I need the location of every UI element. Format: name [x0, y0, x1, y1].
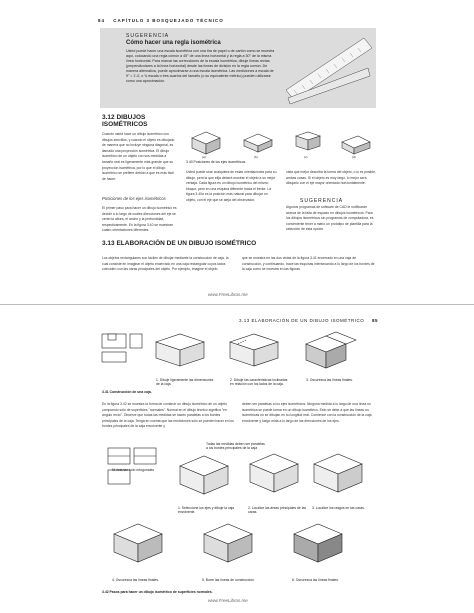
fig-label-b: (b) — [254, 155, 258, 159]
section-title: DIBUJOS ISOMÉTRICOS — [102, 114, 148, 128]
body-text-col3: vista que mejor describa la forma del objeto, o si es posible, ambas cosas. Si el objeto es muy largo, lo mejor será dibujarlo con el eje mayor orientado horizontalmente. — [286, 170, 376, 186]
body-text-col2: Usted puede usar cualquiera de estas orientaciones para su dibujo, pero la que elija deberá mostrar el objeto a su mejor ventaja. Cada figura es un dibujo isométrico del mismo bloque, pero en una esquina diferente hacia el frente. La figura 3.40a es la posición más natural para dibujar un objeto, con el eje que se aleja del observador. — [186, 170, 277, 202]
page-85 — [96, 306, 382, 613]
page-number: 84 — [98, 18, 106, 23]
fig342-callout-1: Todas las medidas deben ser paralelas a los bordes principales de la caja — [206, 442, 265, 451]
section-title: ELABORACIÓN DE UN DIBUJO ISOMÉTRICO — [116, 240, 257, 247]
body-text-313b: que se muestra en las dos vistas de la figura 3.41 encerrado en una caja de construcción, y continuando, trace las esquinas intersecando a lo largo de los bordes de la caja como se muestra en las figuras. — [242, 256, 375, 272]
section-number: 3.12 — [102, 114, 115, 121]
body-text-313a: Los objetos rectangulares son fáciles de dibujar mediante la construcción de caja, la cual consiste en imaginar el objeto encerrado en una caja rectangular cuyos lados coinciden con las caras principales del objeto. Por ejemplo, imagine el objeto — [102, 256, 229, 272]
figure-3-42 — [100, 442, 376, 592]
fig342-step-4: 4. Oscurezca las líneas finales. — [112, 578, 159, 582]
section-heading-313 — [102, 240, 302, 247]
fig341-step-1: 1. Dibuje ligeramente las dimensiones de la caja. — [156, 378, 214, 387]
body-text-para2: deben ser paralelas a los ejes isométricos. Ninguna medida a lo largo de una línea no isométrica se puede tomar en un dibujo isométrico. Esto se debe a que las líneas no isométricas no se dibujan en su longitud real. Comience con la construcción de la caja envolvente y luego mida a lo largo de las direcciones de los ejes. — [242, 402, 372, 423]
fig-label-c: (c) — [304, 155, 308, 159]
tip-kicker: SUGERENCIA — [126, 33, 170, 39]
fig-label-a: (a) — [202, 155, 206, 159]
page-header — [98, 18, 224, 23]
page-number: 85 — [371, 318, 378, 323]
fig342-step-6: 6. Oscurezca las líneas finales. — [292, 578, 339, 582]
body-text-col1b: El primer paso para hacer un dibujo isométrico es decidir a lo largo de cuáles direcciones del eje se verán la altura, el ancho y la profundidad, respectivamente. En la figura 3.40 se muestran cuatro orientaciones diferentes. — [102, 206, 177, 233]
body-text-col1: Cuando usted hace un dibujo isométrico con dibujos sencillos, y cuando el objeto es dibujado de manera que no incluye ninguna diagonal, es llamado una proyección isométrica. El dibujo isométrico de un objeto con sus medidas a tamaño real es ligeramente más grande que su proyección isométrica, por lo que el dibujo isométrico se prefiere debido a que es más fácil de hacer. — [102, 132, 175, 181]
tip-body: Usted puede hacer una escala isométrica con una tira de papel o de cartón como se muestra aquí, colocando una regla común a 45° de una línea horizontal y la regla a 30° de la misma línea horizontal. Para marcar las correcciones de la escala isométrica, dibuje líneas rectas (perpendiculares a la línea horizontal) desde las líneas de división en la regla común. De manera alternativa, puede aproximarse a una escala isométrica. Las mediciones a escala de 9" = 1'-0, o ¾ escala o tres cuartos del tamaño (o su equivalente métrico) pueden utilizarse como una aproximación. — [126, 49, 275, 83]
page-header — [239, 318, 378, 323]
figure-3-42-caption: 3.42 Pasos para hacer un dibujo isométrico de superficies normales. — [102, 590, 213, 594]
tip2-kicker: SUGERENCIA — [300, 198, 344, 204]
fig342-step-5: 5. Borre las líneas de construcción. — [202, 578, 255, 582]
tip-title: Cómo hacer una regla isométrica — [126, 40, 221, 46]
tip-box — [100, 28, 376, 108]
chapter-title: CAPÍTULO 3 BOSQUEJADO TÉCNICO — [113, 18, 224, 23]
figure-3-41 — [100, 330, 376, 376]
section-heading-312 — [102, 114, 192, 128]
figure-3-40 — [186, 128, 376, 158]
figure-3-40-caption: 3.40 Posiciones de los ejes isométricos. — [186, 160, 247, 164]
fig342-step-1: 1. Seleccione los ejes y dibuje la caja envolvente. — [178, 506, 235, 515]
tip-box-2 — [286, 198, 376, 236]
fig342-callout-2: Ni ésta tan solo ortogonales — [112, 468, 155, 472]
page-divider — [0, 304, 474, 305]
subhead-axes-positions: Posiciones de los ejes isométricos — [102, 196, 166, 201]
running-section: 3.13 ELABORACIÓN DE UN DIBUJO ISOMÉTRICO — [238, 318, 365, 323]
body-text-para1: En la figura 3.42 se muestra la forma de construir un dibujo isométrico de un objeto compuesto sólo de superficies "normales". Normal en el dibujo técnico significa "en ángulo recto". Observe que todas las medidas se hacen paralelas a los bordes principales de la caja. Tenga en cuenta que las mediciones sólo se pueden hacer en los bordes principales de la caja envolvente y — [102, 402, 234, 429]
fig-label-d: (d) — [352, 155, 356, 159]
figure-3-41-caption: 3.41 Construcción de una caja. — [102, 390, 152, 394]
isometric-ruler-illustration — [280, 32, 376, 104]
watermark-top: www.FreeLibros.me — [208, 292, 248, 297]
section-number: 3.13 — [102, 240, 115, 247]
fig341-step-3: 3. Oscurezca las líneas finales. — [306, 378, 353, 382]
watermark-bottom: www.FreeLibros.me — [208, 598, 248, 603]
page-84 — [96, 0, 382, 302]
fig342-step-2: 2. Localice las áreas principales de las caras. — [248, 506, 307, 515]
tip2-body: Algunos programas de software de CAD le notificarán acerca de la falta de espacio en dibujos isométricos. Para los dibujos isométricos sin programas de computadora, es conveniente tener a mano un prototipo de plantilla para la selección de esta opción. — [286, 205, 374, 232]
fig341-step-2: 2. Dibuje las características inclinadas en relación con los lados de la caja. — [230, 378, 288, 387]
fig342-step-3: 3. Localice los rasgos en las caras. — [312, 506, 365, 510]
